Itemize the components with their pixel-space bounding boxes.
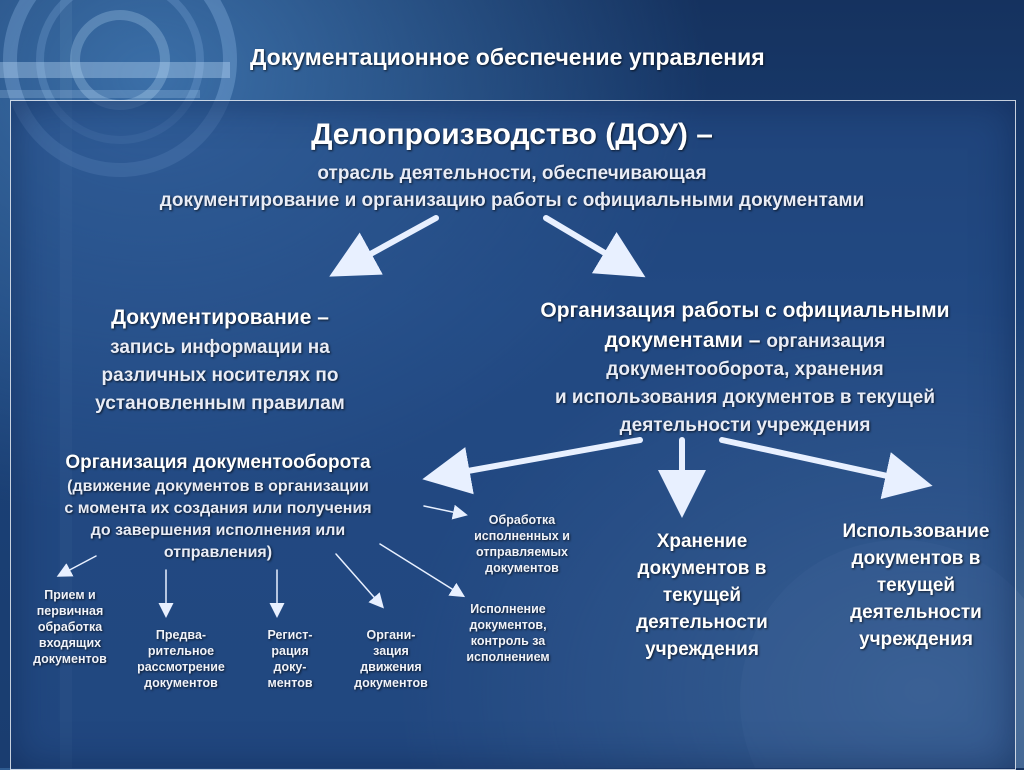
step-line: доку- bbox=[273, 660, 307, 674]
step-line: рассмотрение bbox=[137, 660, 225, 674]
main-title: Делопроизводство (ДОУ) – bbox=[311, 118, 713, 151]
step-line: Обработка bbox=[488, 513, 556, 527]
step-register bbox=[250, 627, 330, 691]
workflow-line: (движение документов в организации bbox=[67, 478, 369, 495]
documenting-line: запись информации на bbox=[110, 337, 330, 358]
storage-line: учреждения bbox=[645, 639, 759, 660]
storage-line: деятельности bbox=[636, 612, 768, 633]
documenting-description bbox=[30, 334, 410, 418]
step-line: ментов bbox=[267, 676, 313, 690]
organization-line: деятельности учреждения bbox=[619, 415, 871, 436]
organization-description bbox=[470, 356, 1020, 440]
step-line: зация bbox=[373, 644, 409, 658]
organization-title bbox=[470, 296, 1020, 357]
step-line: обработка bbox=[37, 620, 103, 634]
organization-title-part: документами – bbox=[604, 329, 761, 352]
storage-line: текущей bbox=[662, 585, 742, 606]
workflow-line: до завершения исполнения или bbox=[90, 522, 346, 539]
workflow-title: Организация документооборота bbox=[65, 452, 371, 473]
usage-line: документов в bbox=[851, 548, 981, 569]
step-line: Органи- bbox=[366, 628, 416, 642]
main-subtitle bbox=[0, 160, 1024, 214]
step-line: документов, bbox=[469, 618, 547, 632]
documenting-line: различных носителях по bbox=[101, 365, 339, 386]
step-line: документов bbox=[144, 676, 218, 690]
storage-line: документов в bbox=[637, 558, 767, 579]
usage-line: деятельности bbox=[850, 602, 982, 623]
workflow-description bbox=[8, 476, 428, 564]
step-line: документов bbox=[33, 652, 107, 666]
step-line: Регист- bbox=[267, 628, 313, 642]
workflow-line: с момента их создания или получения bbox=[64, 500, 372, 517]
step-movement bbox=[345, 627, 437, 691]
organization-title-line: Организация работы с официальными bbox=[540, 299, 950, 322]
step-line: отправляемых bbox=[476, 545, 568, 559]
step-line: документов bbox=[354, 676, 428, 690]
step-line: документов bbox=[485, 561, 559, 575]
step-line: исполнением bbox=[466, 650, 550, 664]
step-line: первичная bbox=[36, 604, 104, 618]
step-line: Исполнение bbox=[470, 602, 546, 616]
usage-line: Использование bbox=[842, 521, 990, 542]
step-receive bbox=[22, 587, 118, 667]
step-review bbox=[126, 627, 236, 691]
step-processing bbox=[452, 512, 592, 576]
step-line: Предва- bbox=[155, 628, 207, 642]
step-execution bbox=[450, 601, 566, 665]
usage-line: учреждения bbox=[859, 629, 973, 650]
main-subtitle-line: документирование и организацию работы с официальными документами bbox=[159, 190, 865, 211]
step-line: Прием и bbox=[44, 588, 96, 602]
usage-block bbox=[818, 518, 1014, 653]
organization-desc-inline: организация bbox=[766, 331, 886, 352]
step-line: исполненных и bbox=[474, 529, 570, 543]
organization-line: и использования документов в текущей bbox=[554, 387, 936, 408]
step-line: входящих bbox=[38, 636, 102, 650]
documenting-title: Документирование – bbox=[111, 306, 329, 329]
step-line: рительное bbox=[147, 644, 215, 658]
storage-block bbox=[612, 528, 792, 663]
page-header-title: Документационное обеспечение управления bbox=[250, 44, 765, 70]
documenting-line: установленным правилам bbox=[95, 393, 345, 414]
main-subtitle-line: отрасль деятельности, обеспечивающая bbox=[317, 163, 707, 184]
step-line: контроль за bbox=[470, 634, 546, 648]
usage-line: текущей bbox=[876, 575, 956, 596]
workflow-line: отправления) bbox=[163, 544, 273, 561]
organization-title-line bbox=[470, 326, 1020, 357]
organization-line: документооборота, хранения bbox=[606, 359, 884, 380]
step-line: рация bbox=[271, 644, 309, 658]
step-line: движения bbox=[360, 660, 422, 674]
storage-line: Хранение bbox=[656, 531, 748, 552]
